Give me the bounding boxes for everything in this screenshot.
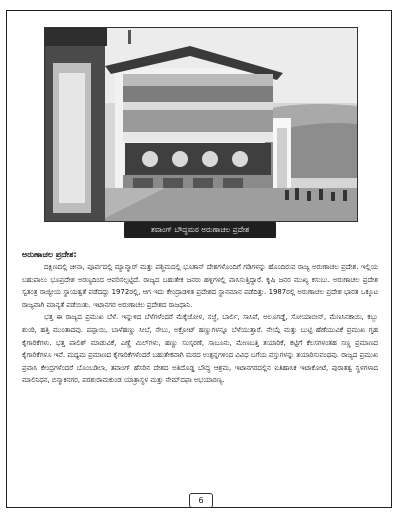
section-heading: ಅರುಣಾಚಲ ಪ್ರದೇಶ: [22,250,77,259]
paragraph-intro: ದಕ್ಷಿಣದಲ್ಲಿ ಚೀನಾ, ಪೂರ್ವದಲ್ಲಿ ಮ್ಯಾನ್ಮಾರ್ ಮತ್ತು ಪಶ್ಚಿಮದಲ್ಲಿ ಭೂತಾನ್ ದೇಶಗಳೊಂದಿಗೆ ಗಡಿಗಳನ್ನು ಹೊಂದಿರುವ ರಾಜ್ಯ ಅರುಣಾಚಲ ಪ್ರದೇಶ. ಇಲ್ಲಿಯ ಬಹುಪಾಲು ಭೂಪ್ರದೇಶ ಅರಣ್ಯದಿಂದ ಆವರಿಸಲ್ಪಟ್ಟಿದೆ. ರಾಜ್ಯದ ಬಹುತೇಕ ಜನರು ಹಳ್ಳಿಗಳಲ್ಲಿ ವಾಸಿಸುತ್ತಿದ್ದಾರೆ. ಕೃಷಿ ಜನರ ಮುಖ್ಯ ಕಸುಬು. ಅರುಣಾಚಲ ಪ್ರದೇಶ ಸ್ವತಂತ್ರ ರಾಜ್ಯೀಯ ಸ್ಥಾಯತ್ವತೆ ಪಡೆದದ್ದು 1972ರಲ್ಲಿ, ಆಗ ಇದು ಕೇಂದ್ರಾಡಳಿತ ಪ್ರದೇಶದ ಸ್ಥಾನಮಾನ ಪಡೆದಿತ್ತು. 1987ರಲ್ಲಿ ಅರುಣಾಚಲ ಪ್ರದೇಶ ಭಾರತ ಒಕ್ಕೂಟ ರಾಜ್ಯವಾಗಿ ಮಾನ್ಯತೆ ಪಡೆಯಿತು. ಇಟಾನಗರ ಅರುಣಾಚಲ ಪ್ರದೇಶದ ರಾಜಧಾನಿ. [22,263,378,309]
paragraph-agriculture: ಭತ್ತ ಈ ರಾಜ್ಯದ ಪ್ರಮುಖ ಬೆಳೆ. ಇನ್ನುಳಿದ ಬೆಳೆಗಳೆಂದರೆ ಮೆಕ್ಕೆಜೋಳ, ಸಜ್ಜೆ, ಬಾರ್ಲಿ, ಸಾಸಿವೆ, ಅಲೂಗಡ್ಡೆ, ಸೋಯಾಬೀನ್, ಮೆಣಸಿನಕಾಯಿ, ಕಬ್ಬು ಶುಂಠಿ, ಹತ್ತಿ ಮುಂತಾದವು. ಪಪ್ಪಾಯಿ, ಬಾಳೆಹಣ್ಣು ಸೀಬೆ, ಸೇಬು, ಅಕ್ರೋಟ್ ಹಣ್ಣುಗಳನ್ನೂ ಬೆಳೆಯುತ್ತಾರೆ. ನೇಯ್ಗೆ ಮತ್ತು ಬುಟ್ಟಿ ಹೆಣೆಯುವಿಕೆ ಪ್ರಮುಖ ಗೃಹ ಕೈಗಾರಿಕೆಗಳು. ಭತ್ತ ಪಾಲಿಶ್ ಮಾಡುವಿಕೆ, ಎಣ್ಣೆ ಮಿಲ್‌ಗಳು, ಹಣ್ಣು ಸಂಸ್ಕರಣೆ, ಸಾಬೂನು, ಮೇಣಬತ್ತಿ ತಯಾರಿಕೆ, ಕಟ್ಟಿಗೆ ಕೆಲಸಗಳಂತಹ ಸಣ್ಣ ಪ್ರಮಾಣದ ಕೈಗಾರಿಕೆಗಳೂ ಇವೆ. ಮಧ್ಯಮ ಪ್ರಮಾಣದ ಕೈಗಾರಿಕೆಗಳೆಂದರೆ ಬಹುತೇಕವಾಗಿ ಮರದ ಉತ್ಪನ್ನಗಳಿಂದ ವಿವಿಧ ಬಗೆಯ ವಸ್ತುಗಳನ್ನು ತಯಾರಿಸುವಂಥವು. ರಾಜ್ಯದ ಪ್ರಮುಖ ಪ್ರವಾಸಿ ಕೇಂದ್ರಗಳೆಂದರೆ ಬೊಂಬಡಿಲಾ, ತವಾಂಗ್ ಹೆಸರಿನ ದೇಶದ ಅತಿದೊಡ್ಡ ಬೌದ್ಧ ಆಶ್ರಮ, ಇಟಾನಗರದಲ್ಲಿನ ಐತಿಹಾಸಿಕ ಇಟಾಕೋಟೆ, ಪುರಾತತ್ವ ಸ್ಥಳಗಳಾದ ಮಾಲಿನಿಥನ, ಬಿಸ್ಮಾಕನಗರ, ಪರಶುರಾಮಕುಂಡ ಯಾತ್ರಾಸ್ಥಳ ಮತ್ತು ನೇಮ್‌ದಫಾ ಅಭಯಾರಣ್ಯ. [22,313,378,385]
photo-caption: ತವಾಂಗ್ ಬೌದ್ಧಮಠ ಅರುಣಾಚಲ ಪ್ರದೇಶ [124,222,276,238]
monastery-photo [44,27,358,222]
page-number: 6 [189,493,213,508]
article-body [22,249,378,387]
